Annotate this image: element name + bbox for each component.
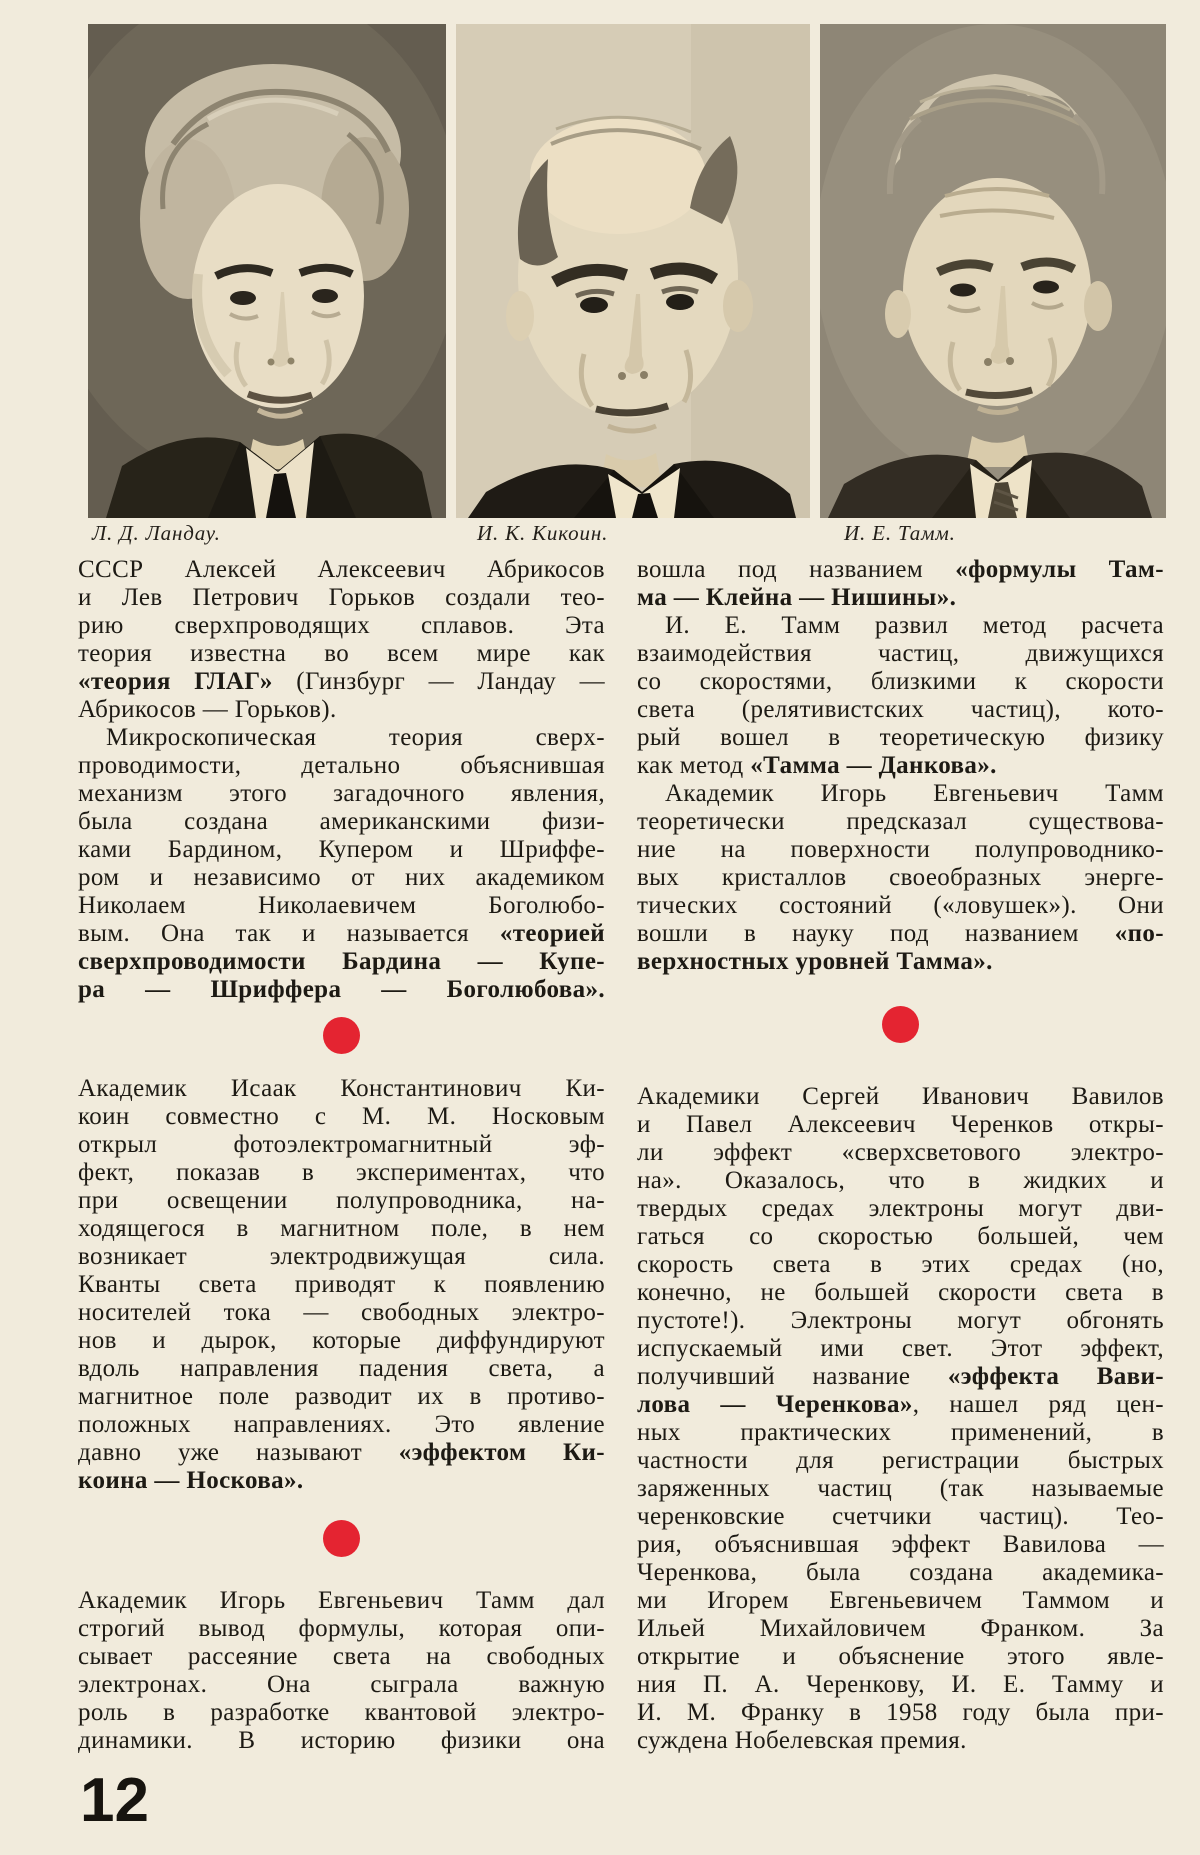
- text-run: рый вошел в теоретическую физику: [637, 724, 1164, 751]
- paragraph: [78, 724, 605, 1004]
- text-run: открытие и объяснение этого явле-: [637, 1643, 1164, 1670]
- text-run: теория известна во всем мире как: [78, 640, 605, 667]
- text-line: [637, 1335, 1164, 1363]
- portrait-kikoin-photo: [456, 24, 810, 518]
- text-run: скорость света в этих средах (но,: [637, 1251, 1164, 1278]
- text-run: ми Игорем Евгеньевичем Таммом и: [637, 1587, 1164, 1614]
- text-line: [637, 920, 1164, 948]
- text-run: роль в разработке квантовой электро-: [78, 1699, 605, 1726]
- paragraph: [637, 1083, 1164, 1755]
- text-line: [78, 1587, 605, 1615]
- text-line: [78, 1159, 605, 1187]
- text-run: и Павел Алексеевич Черенков откры-: [637, 1111, 1164, 1138]
- text-line: [637, 1727, 1164, 1755]
- text-run: давно уже называют: [78, 1439, 399, 1466]
- text-run: положных направлениях. Это явление: [78, 1411, 605, 1438]
- text-run: вдоль направления падения света, а: [78, 1355, 605, 1382]
- portrait-landau-illustration: [88, 24, 446, 518]
- text-run: при освещении полупроводника, на-: [78, 1187, 605, 1214]
- text-run: динамики. В историю физики она: [78, 1727, 605, 1754]
- text-run: взаимодействия частиц, движущихся: [637, 640, 1164, 667]
- text-line: [78, 1727, 605, 1755]
- text-line: [637, 584, 1164, 612]
- bold-text-run: «эффекта Вави-: [947, 1363, 1164, 1390]
- text-run: ния П. А. Черенкову, И. Е. Тамму и: [637, 1671, 1164, 1698]
- bold-text-run: коина — Носкова».: [78, 1467, 304, 1494]
- text-line: [637, 1167, 1164, 1195]
- text-line: [637, 1307, 1164, 1335]
- text-line: [78, 892, 605, 920]
- text-line: [637, 1587, 1164, 1615]
- text-run: строгий вывод формулы, которая опи-: [78, 1615, 605, 1642]
- text-line: [78, 584, 605, 612]
- text-line: [78, 1439, 605, 1467]
- text-line: [78, 1383, 605, 1411]
- text-line: [637, 1223, 1164, 1251]
- text-run: Академик Игорь Евгеньевич Тамм: [665, 780, 1164, 807]
- text-run: твердых средах электроны могут дви-: [637, 1195, 1164, 1222]
- text-run: носителей тока — свободных электро-: [78, 1299, 605, 1326]
- text-run: И. Е. Тамм развил метод расчета: [665, 612, 1164, 639]
- text-line: [78, 640, 605, 668]
- text-run: Николаем Николаевичем Боголюбо-: [78, 892, 605, 919]
- bold-text-run: «теория ГЛАГ»: [78, 668, 273, 695]
- text-run: Абрикосов — Горьков).: [78, 696, 337, 723]
- text-run: И. М. Франку в 1958 году была при-: [637, 1699, 1164, 1726]
- portrait-kikoin-illustration: [456, 24, 810, 518]
- text-line: [78, 1699, 605, 1727]
- bold-text-run: «по-: [1114, 920, 1164, 947]
- text-line: [78, 1671, 605, 1699]
- bold-text-run: «Тамма — Данкова».: [750, 752, 997, 779]
- text-line: [637, 1671, 1164, 1699]
- text-line: [78, 1215, 605, 1243]
- text-line: [78, 1615, 605, 1643]
- text-run: ками Бардином, Купером и Шриффе-: [78, 836, 605, 863]
- text-run: заряженных частиц (так называемые: [637, 1475, 1164, 1502]
- text-run: вых кристаллов своеобразных энерге-: [637, 864, 1164, 891]
- text-run: магнитное поле разводит их в противо-: [78, 1383, 605, 1410]
- text-line: [637, 668, 1164, 696]
- text-line: [637, 1531, 1164, 1559]
- text-run: сывает рассеяние света на свободных: [78, 1643, 605, 1670]
- page-number: 12: [80, 1766, 149, 1835]
- text-line: [637, 836, 1164, 864]
- text-line: [78, 864, 605, 892]
- text-line: [637, 696, 1164, 724]
- text-line: [637, 1391, 1164, 1419]
- text-line: [78, 612, 605, 640]
- text-line: [637, 640, 1164, 668]
- portrait-landau-photo: [88, 24, 446, 518]
- text-line: [637, 1559, 1164, 1587]
- text-run: суждена Нобелевская премия.: [637, 1727, 967, 1754]
- text-run: частности для регистрации быстрых: [637, 1447, 1164, 1474]
- text-line: [78, 836, 605, 864]
- text-line: [78, 1411, 605, 1439]
- caption-tamm: И. Е. Тамм.: [844, 521, 956, 545]
- text-run: , нашел ряд цен-: [912, 1391, 1164, 1418]
- text-run: черенковские счетчики частиц). Тео-: [637, 1503, 1164, 1530]
- bold-text-run: «формулы Там-: [955, 556, 1164, 583]
- text-line: [78, 1187, 605, 1215]
- text-run: вошли в науку под названием: [637, 920, 1115, 947]
- section-separator-dot: [323, 1520, 360, 1557]
- text-run: Академики Сергей Иванович Вавилов: [637, 1083, 1164, 1110]
- bold-text-run: верхностных уровней Тамма».: [637, 948, 993, 975]
- text-line: [637, 1083, 1164, 1111]
- text-line: [637, 1615, 1164, 1643]
- text-line: [637, 1195, 1164, 1223]
- text-line: [78, 1643, 605, 1671]
- text-run: Микроскопическая теория сверх-: [106, 724, 605, 751]
- text-run: пустоте!). Электроны могут обгонять: [637, 1307, 1164, 1334]
- paragraph: [78, 1075, 605, 1495]
- text-run: ных практических применений, в: [637, 1419, 1164, 1446]
- bold-text-run: ра — Шриффера — Боголюбова».: [78, 976, 605, 1003]
- text-line: [637, 1503, 1164, 1531]
- text-run: конечно, не большей скорости света в: [637, 1279, 1164, 1306]
- text-run: Академик Исаак Константинович Ки-: [78, 1075, 605, 1102]
- text-run: света (релятивистских частиц), кото-: [637, 696, 1164, 723]
- section-separator-dot: [882, 1006, 919, 1043]
- text-line: [637, 1279, 1164, 1307]
- right-text-column: [637, 556, 1164, 1755]
- section-separator-dot: [323, 1017, 360, 1054]
- text-run: со скоростями, близкими к скорости: [637, 668, 1164, 695]
- bold-text-run: ма — Клейна — Нишины».: [637, 584, 957, 611]
- text-line: [637, 556, 1164, 584]
- portrait-tamm-illustration: [820, 24, 1166, 518]
- text-run: ром и независимо от них академиком: [78, 864, 605, 891]
- caption-kikoin: И. К. Кикоин.: [477, 521, 609, 545]
- text-line: [637, 864, 1164, 892]
- bold-text-run: «теорией: [499, 920, 605, 947]
- text-line: [637, 1139, 1164, 1167]
- text-line: [637, 1419, 1164, 1447]
- text-run: на». Оказалось, что в жидких и: [637, 1167, 1164, 1194]
- text-run: вошла под названием: [637, 556, 956, 583]
- text-line: [78, 1467, 605, 1495]
- text-line: [637, 948, 1164, 976]
- text-line: [78, 1131, 605, 1159]
- paragraph: [78, 556, 605, 724]
- text-run: Академик Игорь Евгеньевич Тамм дал: [78, 1587, 605, 1614]
- text-run: Черенкова, была создана академика-: [637, 1559, 1164, 1586]
- bold-text-run: лова — Черенкова»: [637, 1391, 913, 1418]
- text-line: [637, 612, 1164, 640]
- text-run: ли эффект «сверхсветового электро-: [637, 1139, 1164, 1166]
- text-line: [78, 1327, 605, 1355]
- text-line: [78, 1243, 605, 1271]
- text-run: получивший название: [637, 1363, 948, 1390]
- paragraph: [637, 612, 1164, 780]
- text-line: [78, 1299, 605, 1327]
- text-line: [637, 752, 1164, 780]
- text-run: ходящегося в магнитном поле, в нем: [78, 1215, 605, 1242]
- text-line: [78, 976, 605, 1004]
- text-line: [637, 1251, 1164, 1279]
- text-line: [637, 724, 1164, 752]
- text-line: [637, 1699, 1164, 1727]
- text-run: гаться со скоростью большей, чем: [637, 1223, 1164, 1250]
- text-line: [637, 1363, 1164, 1391]
- text-line: [637, 808, 1164, 836]
- text-run: электронах. Она сыграла важную: [78, 1671, 605, 1698]
- text-run: тических состояний («ловушек»). Они: [637, 892, 1164, 919]
- text-line: [637, 1643, 1164, 1671]
- text-run: механизм этого загадочного явления,: [78, 780, 605, 807]
- text-run: ние на поверхности полупроводнико-: [637, 836, 1164, 863]
- text-run: открыл фотоэлектромагнитный эф-: [78, 1131, 605, 1158]
- text-line: [78, 920, 605, 948]
- text-run: рия, объяснившая эффект Вавилова —: [637, 1531, 1164, 1558]
- text-run: возникает электродвижущая сила.: [78, 1243, 605, 1270]
- text-run: как метод: [637, 752, 751, 779]
- text-line: [78, 696, 605, 724]
- text-run: нов и дырок, которые диффундируют: [78, 1327, 605, 1354]
- text-line: [78, 1355, 605, 1383]
- portrait-tamm-photo: [820, 24, 1166, 518]
- text-line: [78, 724, 605, 752]
- text-run: Ильей Михайловичем Франком. За: [637, 1615, 1164, 1642]
- text-run: (Гинзбург — Ландау —: [272, 668, 605, 695]
- text-run: и Лев Петрович Горьков создали тео-: [78, 584, 605, 611]
- text-line: [637, 1447, 1164, 1475]
- text-run: СССР Алексей Алексеевич Абрикосов: [78, 556, 605, 583]
- caption-landau: Л. Д. Ландау.: [92, 521, 221, 545]
- text-run: проводимости, детально объяснившая: [78, 752, 605, 779]
- text-run: испускаемый ими свет. Этот эффект,: [637, 1335, 1164, 1362]
- text-line: [78, 808, 605, 836]
- paragraph: [637, 556, 1164, 612]
- text-line: [78, 752, 605, 780]
- text-line: [637, 1475, 1164, 1503]
- text-line: [78, 668, 605, 696]
- text-run: теоретически предсказал существова-: [637, 808, 1164, 835]
- paragraph: [637, 780, 1164, 976]
- text-line: [637, 1111, 1164, 1139]
- text-line: [78, 780, 605, 808]
- paragraph: [78, 1587, 605, 1755]
- text-run: фект, показав в экспериментах, что: [78, 1159, 605, 1186]
- text-line: [78, 1075, 605, 1103]
- left-text-column: [78, 556, 605, 1755]
- bold-text-run: сверхпроводимости Бардина — Купе-: [78, 948, 605, 975]
- text-line: [637, 780, 1164, 808]
- text-line: [78, 1103, 605, 1131]
- text-line: [78, 948, 605, 976]
- text-run: коин совместно с М. М. Носковым: [78, 1103, 605, 1130]
- text-run: вым. Она так и называется: [78, 920, 500, 947]
- text-line: [78, 1271, 605, 1299]
- text-run: рию сверхпроводящих сплавов. Эта: [78, 612, 605, 639]
- bold-text-run: «эффектом Ки-: [398, 1439, 605, 1466]
- text-line: [637, 892, 1164, 920]
- text-line: [78, 556, 605, 584]
- text-run: Кванты света приводят к появлению: [78, 1271, 605, 1298]
- text-run: была создана американскими физи-: [78, 808, 605, 835]
